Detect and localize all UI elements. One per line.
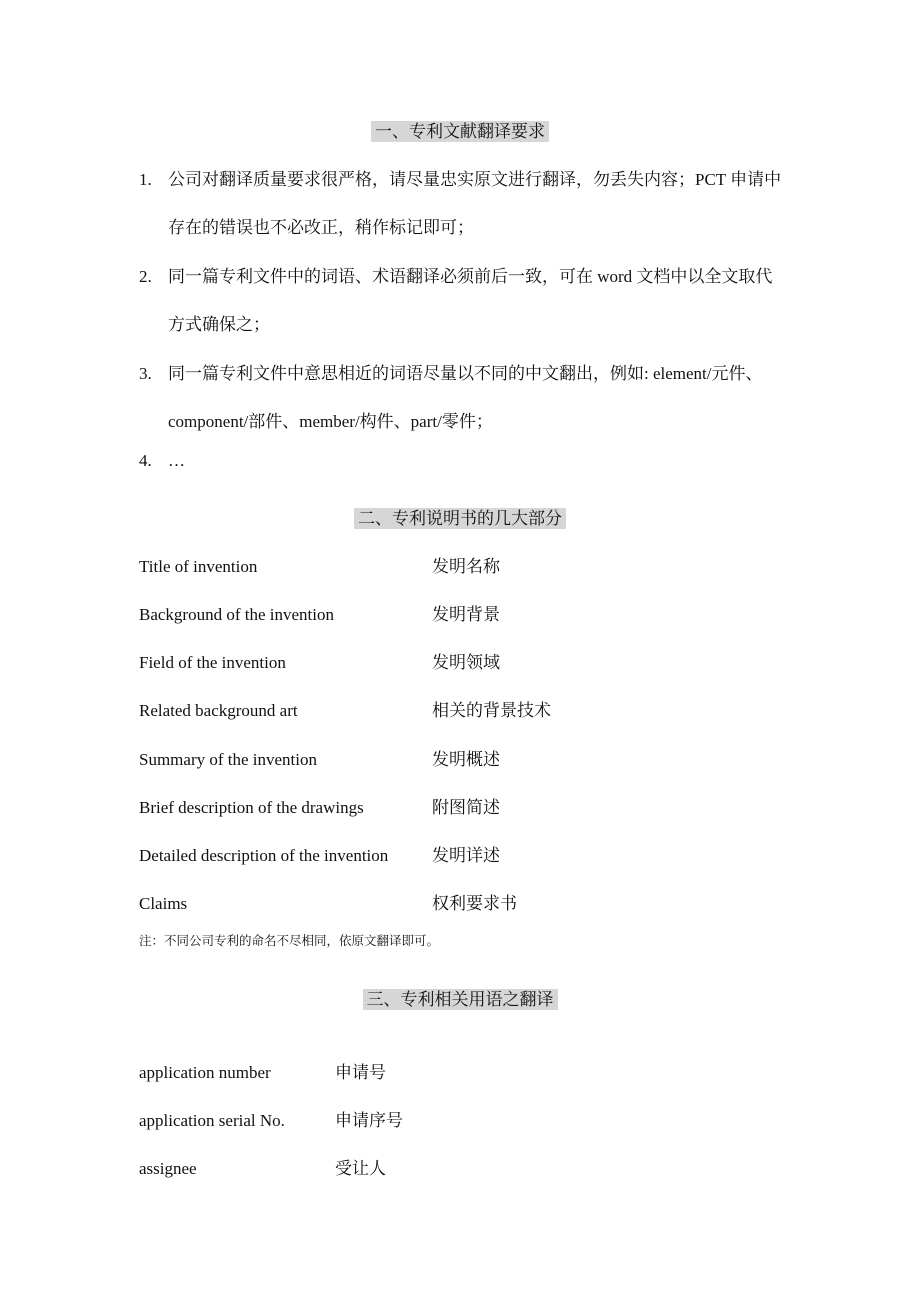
term-english: assignee [139,1159,197,1178]
term-chinese: 申请号 [335,1063,386,1082]
item-number: 1. [139,170,152,189]
part-chinese: 相关的背景技术 [432,701,551,720]
item-text: … [168,451,185,470]
requirement-item-3 [139,350,789,446]
item-number: 4. [139,451,152,470]
requirement-item-4 [139,437,789,485]
part-chinese: 发明名称 [432,557,500,576]
part-english: Summary of the invention [139,750,318,769]
section2-title: 二、专利说明书的几大部分 [354,508,566,529]
part-chinese: 发明详述 [432,846,500,865]
requirement-item-1 [139,156,789,252]
part-english: Field of the invention [139,653,286,672]
part-chinese: 发明背景 [432,605,500,624]
requirement-item-2 [139,253,789,349]
part-english: Detailed description of the invention [139,846,389,865]
section2-heading [0,507,920,531]
part-chinese: 权利要求书 [432,894,517,913]
section1-heading [0,120,920,144]
item-number: 2. [139,267,152,286]
part-english: Claims [139,894,188,913]
item-text: 同一篇专利文件中的词语、术语翻译必须前后一致，可在 word 文档中以全文取代方式确保之； [168,267,773,334]
part-english: Background of the invention [139,605,334,624]
part-english: Brief description of the drawings [139,798,364,817]
item-number: 3. [139,364,152,383]
part-chinese: 发明领域 [432,653,500,672]
section3-title: 三、专利相关用语之翻译 [363,989,558,1010]
term-chinese: 受让人 [335,1159,386,1178]
term-chinese: 申请序号 [335,1111,403,1130]
part-english: Title of invention [139,557,258,576]
item-text: 同一篇专利文件中意思相近的词语尽量以不同的中文翻出，例如: element/元件、component/部件、member/构件、part/零件； [168,364,763,431]
term-english: application number [139,1063,271,1082]
part-chinese: 发明概述 [432,750,500,769]
section3-heading [0,988,920,1012]
item-text: 公司对翻译质量要求很严格，请尽量忠实原文进行翻译，勿丢失内容；PCT 申请中存在的错误也不必改正，稍作标记即可； [168,170,782,237]
part-english: Related background art [139,701,298,720]
part-chinese: 附图简述 [432,798,500,817]
term-english: application serial No. [139,1111,285,1130]
section1-title: 一、专利文献翻译要求 [371,121,549,142]
section2-note: 注：不同公司专利的命名不尽相同，依原文翻译即可。 [139,934,440,948]
